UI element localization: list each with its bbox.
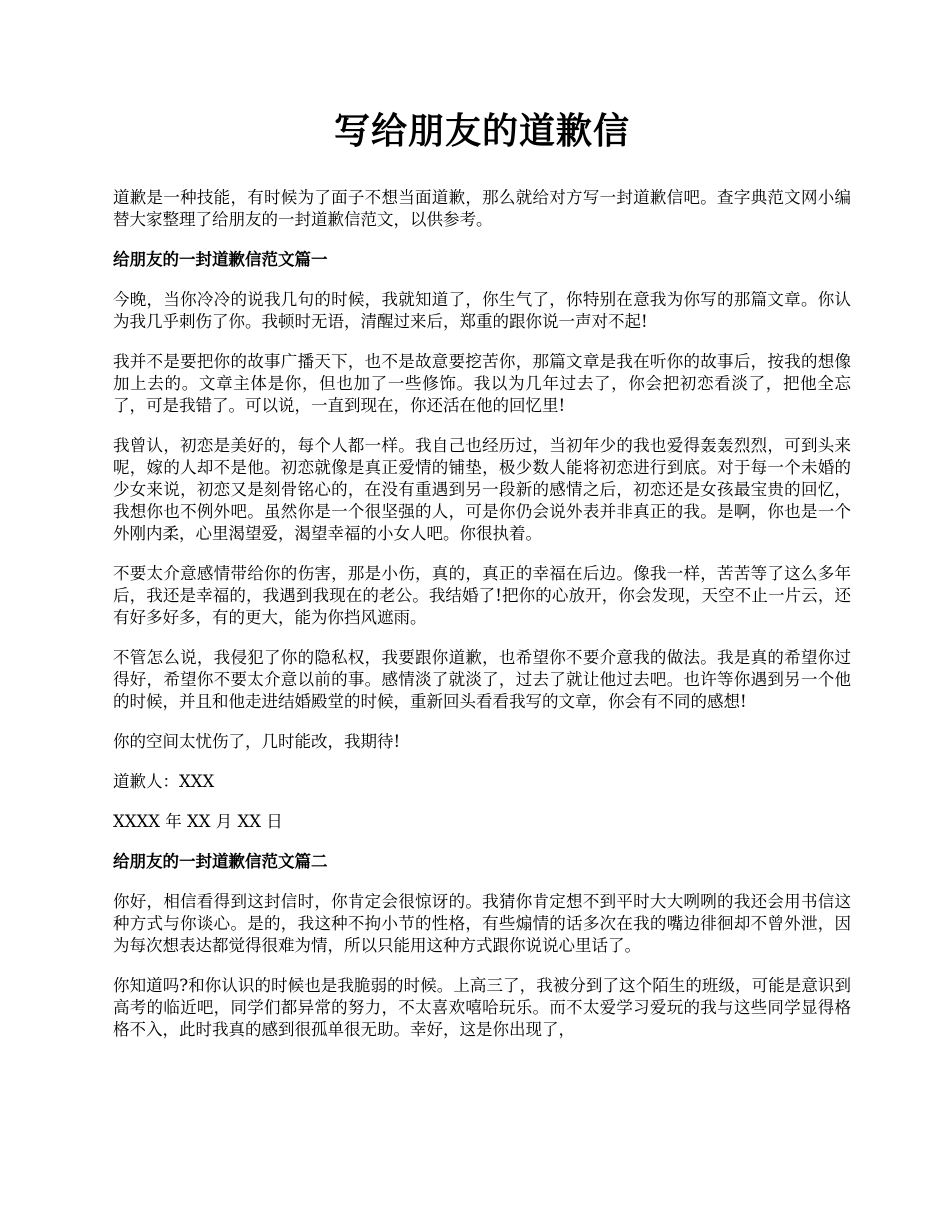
section-2-paragraph-1: 你好，相信看得到这封信时，你肯定会很惊讶的。我猜你肯定想不到平时大大咧咧的我还会用书信这种方式与你谈心。是的，我这种不拘小节的性格，有些煽情的话多次在我的嘴边徘徊却不曾外泄，因为每次想表达都觉得很难为情，所以只能用这种方式跟你说说心里话了。 xyxy=(113,892,851,956)
section-1-heading: 给朋友的一封道歉信范文篇一 xyxy=(113,250,328,270)
section-1-paragraph-6: 你的空间太忧伤了，几时能改，我期待! xyxy=(113,732,401,752)
section-1-paragraph-5: 不管怎么说，我侵犯了你的隐私权，我要跟你道歉，也希望你不要介意我的做法。我是真的希望你过得好，希望你不要太介意以前的事。感情淡了就淡了，过去了就让他过去吧。也许等你遇到另一个他的时候，并且和他走进结婚殿堂的时候，重新回头看看我写的文章，你会有不同的感想! xyxy=(113,648,851,712)
section-1-paragraph-4: 不要太介意感情带给你的伤害，那是小伤，真的，真正的幸福在后边。像我一样，苦苦等了这么多年后，我还是幸福的，我遇到我现在的老公。我结婚了!把你的心放开，你会发现，天空不止一片云，还有好多好多，有的更大，能为你挡风遮雨。 xyxy=(113,564,851,628)
section-2-paragraph-2: 你知道吗?和你认识的时候也是我脆弱的时候。上高三了，我被分到了这个陌生的班级，可能是意识到高考的临近吧，同学们都异常的努力，不太喜欢嘻哈玩乐。而不太爱学习爱玩的我与这些同学显得格格不入，此时我真的感到很孤单很无助。幸好，这是你出现了， xyxy=(113,976,851,1040)
date-line: XXXX 年 XX 月 XX 日 xyxy=(113,812,283,832)
section-1-paragraph-1: 今晚，当你冷冷的说我几句的时候，我就知道了，你生气了，你特别在意我为你写的那篇文章。你认为我几乎刺伤了你。我顿时无语，清醒过来后，郑重的跟你说一声对不起! xyxy=(113,290,851,332)
section-1-paragraph-2: 我并不是要把你的故事广播天下，也不是故意要挖苦你，那篇文章是我在听你的故事后，按我的想像加上去的。文章主体是你，但也加了一些修饰。我以为几年过去了，你会把初恋看淡了，把他全忘了，可是我错了。可以说，一直到现在，你还活在他的回忆里! xyxy=(113,352,851,416)
document-title: 写给朋友的道歉信 xyxy=(333,110,630,152)
intro-paragraph: 道歉是一种技能，有时候为了面子不想当面道歉，那么就给对方写一封道歉信吧。查字典范文网小编替大家整理了给朋友的一封道歉信范文，以供参考。 xyxy=(113,188,851,230)
section-1-paragraph-3: 我曾认，初恋是美好的，每个人都一样。我自己也经历过，当初年少的我也爱得轰轰烈烈，可到头来呢，嫁的人却不是他。初恋就像是真正爱情的铺垫，极少数人能将初恋进行到底。对于每一个未婚的少女来说，初恋又是刻骨铭心的，在没有重遇到另一段新的感情之后，初恋还是女孩最宝贵的回忆，我想你也不例外吧。虽然你是一个很坚强的人，可是你仍会说外表并非真正的我。是啊，你也是一个外刚内柔，心里渴望爱，渴望幸福的小女人吧。你很执着。 xyxy=(113,436,851,544)
document-page xyxy=(113,110,851,1059)
signature-line: 道歉人：XXX xyxy=(113,772,215,792)
section-2-heading: 给朋友的一封道歉信范文篇二 xyxy=(113,852,328,872)
